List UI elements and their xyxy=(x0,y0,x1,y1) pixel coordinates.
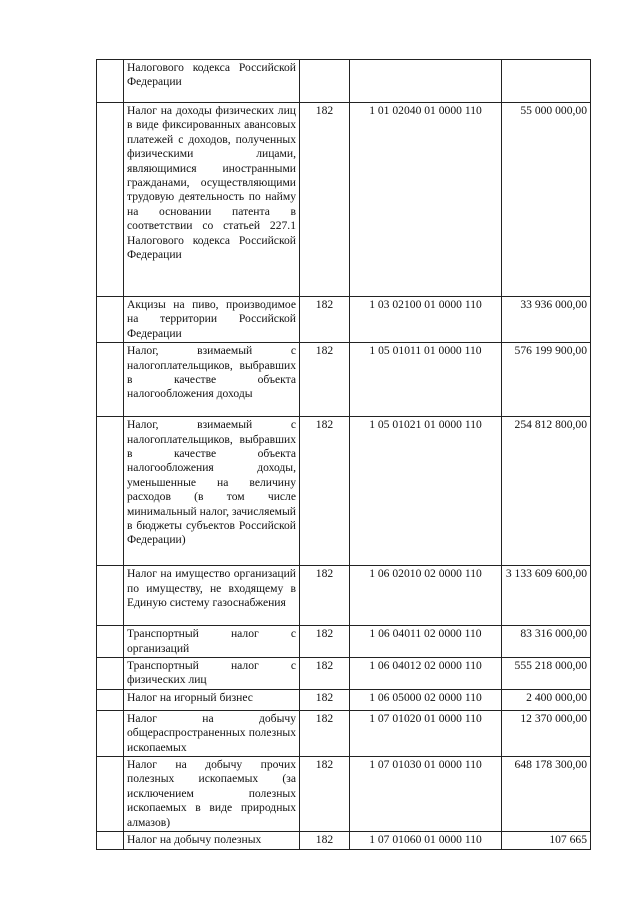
table-row xyxy=(97,297,591,343)
row-number-cell xyxy=(97,566,124,626)
tax-name-cell: Акцизы на пиво, производимое на территории Российской Федерации xyxy=(124,297,300,343)
tax-name-cell: Налог на игорный бизнес xyxy=(124,689,300,710)
revenue-table xyxy=(96,59,591,850)
amount-cell: 107 665 xyxy=(502,832,591,849)
admin-code-cell: 182 xyxy=(300,297,350,343)
tax-name-cell: Налог на добычу прочих полезных ископаемых (за исключением полезных ископаемых в виде природных алмазов) xyxy=(124,757,300,832)
kbk-code-cell: 1 06 02010 02 0000 110 xyxy=(350,566,502,626)
table-row xyxy=(97,757,591,832)
admin-code-cell: 182 xyxy=(300,658,350,690)
tax-name-cell: Транспортный налог с физических лиц xyxy=(124,658,300,690)
amount-cell: 555 218 000,00 xyxy=(502,658,591,690)
admin-code-cell: 182 xyxy=(300,343,350,417)
tax-name-cell: Транспортный налог с организаций xyxy=(124,626,300,658)
table-row xyxy=(97,566,591,626)
admin-code-cell xyxy=(300,60,350,103)
amount-cell: 33 936 000,00 xyxy=(502,297,591,343)
tax-name-cell: Налог на добычу общераспространенных полезных ископаемых xyxy=(124,710,300,756)
amount-cell xyxy=(502,60,591,103)
row-number-cell xyxy=(97,103,124,297)
admin-code-cell: 182 xyxy=(300,417,350,566)
kbk-code-cell: 1 06 05000 02 0000 110 xyxy=(350,689,502,710)
row-number-cell xyxy=(97,832,124,849)
row-number-cell xyxy=(97,658,124,690)
amount-cell: 2 400 000,00 xyxy=(502,689,591,710)
tax-name-cell: Налог на добычу полезных xyxy=(124,832,300,849)
amount-cell: 12 370 000,00 xyxy=(502,710,591,756)
kbk-code-cell: 1 05 01021 01 0000 110 xyxy=(350,417,502,566)
kbk-code-cell: 1 05 01011 01 0000 110 xyxy=(350,343,502,417)
row-number-cell xyxy=(97,297,124,343)
admin-code-cell: 182 xyxy=(300,832,350,849)
admin-code-cell: 182 xyxy=(300,757,350,832)
row-number-cell xyxy=(97,626,124,658)
kbk-code-cell: 1 07 01060 01 0000 110 xyxy=(350,832,502,849)
kbk-code-cell: 1 07 01030 01 0000 110 xyxy=(350,757,502,832)
row-number-cell xyxy=(97,689,124,710)
table-row xyxy=(97,832,591,849)
amount-cell: 55 000 000,00 xyxy=(502,103,591,297)
admin-code-cell: 182 xyxy=(300,626,350,658)
tax-name-cell: Налог на доходы физических лиц в виде фиксированных авансовых платежей с доходов, полученных физическими лицами, являющимися иностранными гражданами, осуществляющими трудовую деятельность по найму на основании патента в соответствии со статьей 227.1 Налогового кодекса Российской Федерации xyxy=(124,103,300,297)
tax-name-cell: Налог на имущество организаций по имуществу, не входящему в Единую систему газоснабжения xyxy=(124,566,300,626)
row-number-cell xyxy=(97,710,124,756)
amount-cell: 648 178 300,00 xyxy=(502,757,591,832)
table-row xyxy=(97,658,591,690)
amount-cell: 3 133 609 600,00 xyxy=(502,566,591,626)
tax-name-cell: Налог, взимаемый с налогоплательщиков, выбравших в качестве объекта налогообложения доходы, уменьшенные на величину расходов (в том числе минимальный налог, зачисляемый в бюджеты субъектов Российской Федерации) xyxy=(124,417,300,566)
table-row xyxy=(97,626,591,658)
kbk-code-cell: 1 06 04012 02 0000 110 xyxy=(350,658,502,690)
row-number-cell xyxy=(97,60,124,103)
kbk-code-cell: 1 03 02100 01 0000 110 xyxy=(350,297,502,343)
amount-cell: 83 316 000,00 xyxy=(502,626,591,658)
kbk-code-cell xyxy=(350,60,502,103)
table-row xyxy=(97,689,591,710)
kbk-code-cell: 1 01 02040 01 0000 110 xyxy=(350,103,502,297)
admin-code-cell: 182 xyxy=(300,566,350,626)
amount-cell: 254 812 800,00 xyxy=(502,417,591,566)
table-row xyxy=(97,710,591,756)
row-number-cell xyxy=(97,343,124,417)
table-row xyxy=(97,103,591,297)
table-row xyxy=(97,417,591,566)
table-row xyxy=(97,343,591,417)
admin-code-cell: 182 xyxy=(300,710,350,756)
admin-code-cell: 182 xyxy=(300,689,350,710)
kbk-code-cell: 1 06 04011 02 0000 110 xyxy=(350,626,502,658)
row-number-cell xyxy=(97,757,124,832)
kbk-code-cell: 1 07 01020 01 0000 110 xyxy=(350,710,502,756)
amount-cell: 576 199 900,00 xyxy=(502,343,591,417)
tax-name-cell: Налогового кодекса Российской Федерации xyxy=(124,60,300,103)
tax-name-cell: Налог, взимаемый с налогоплательщиков, выбравших в качестве объекта налогообложения доходы xyxy=(124,343,300,417)
admin-code-cell: 182 xyxy=(300,103,350,297)
table-row xyxy=(97,60,591,103)
row-number-cell xyxy=(97,417,124,566)
